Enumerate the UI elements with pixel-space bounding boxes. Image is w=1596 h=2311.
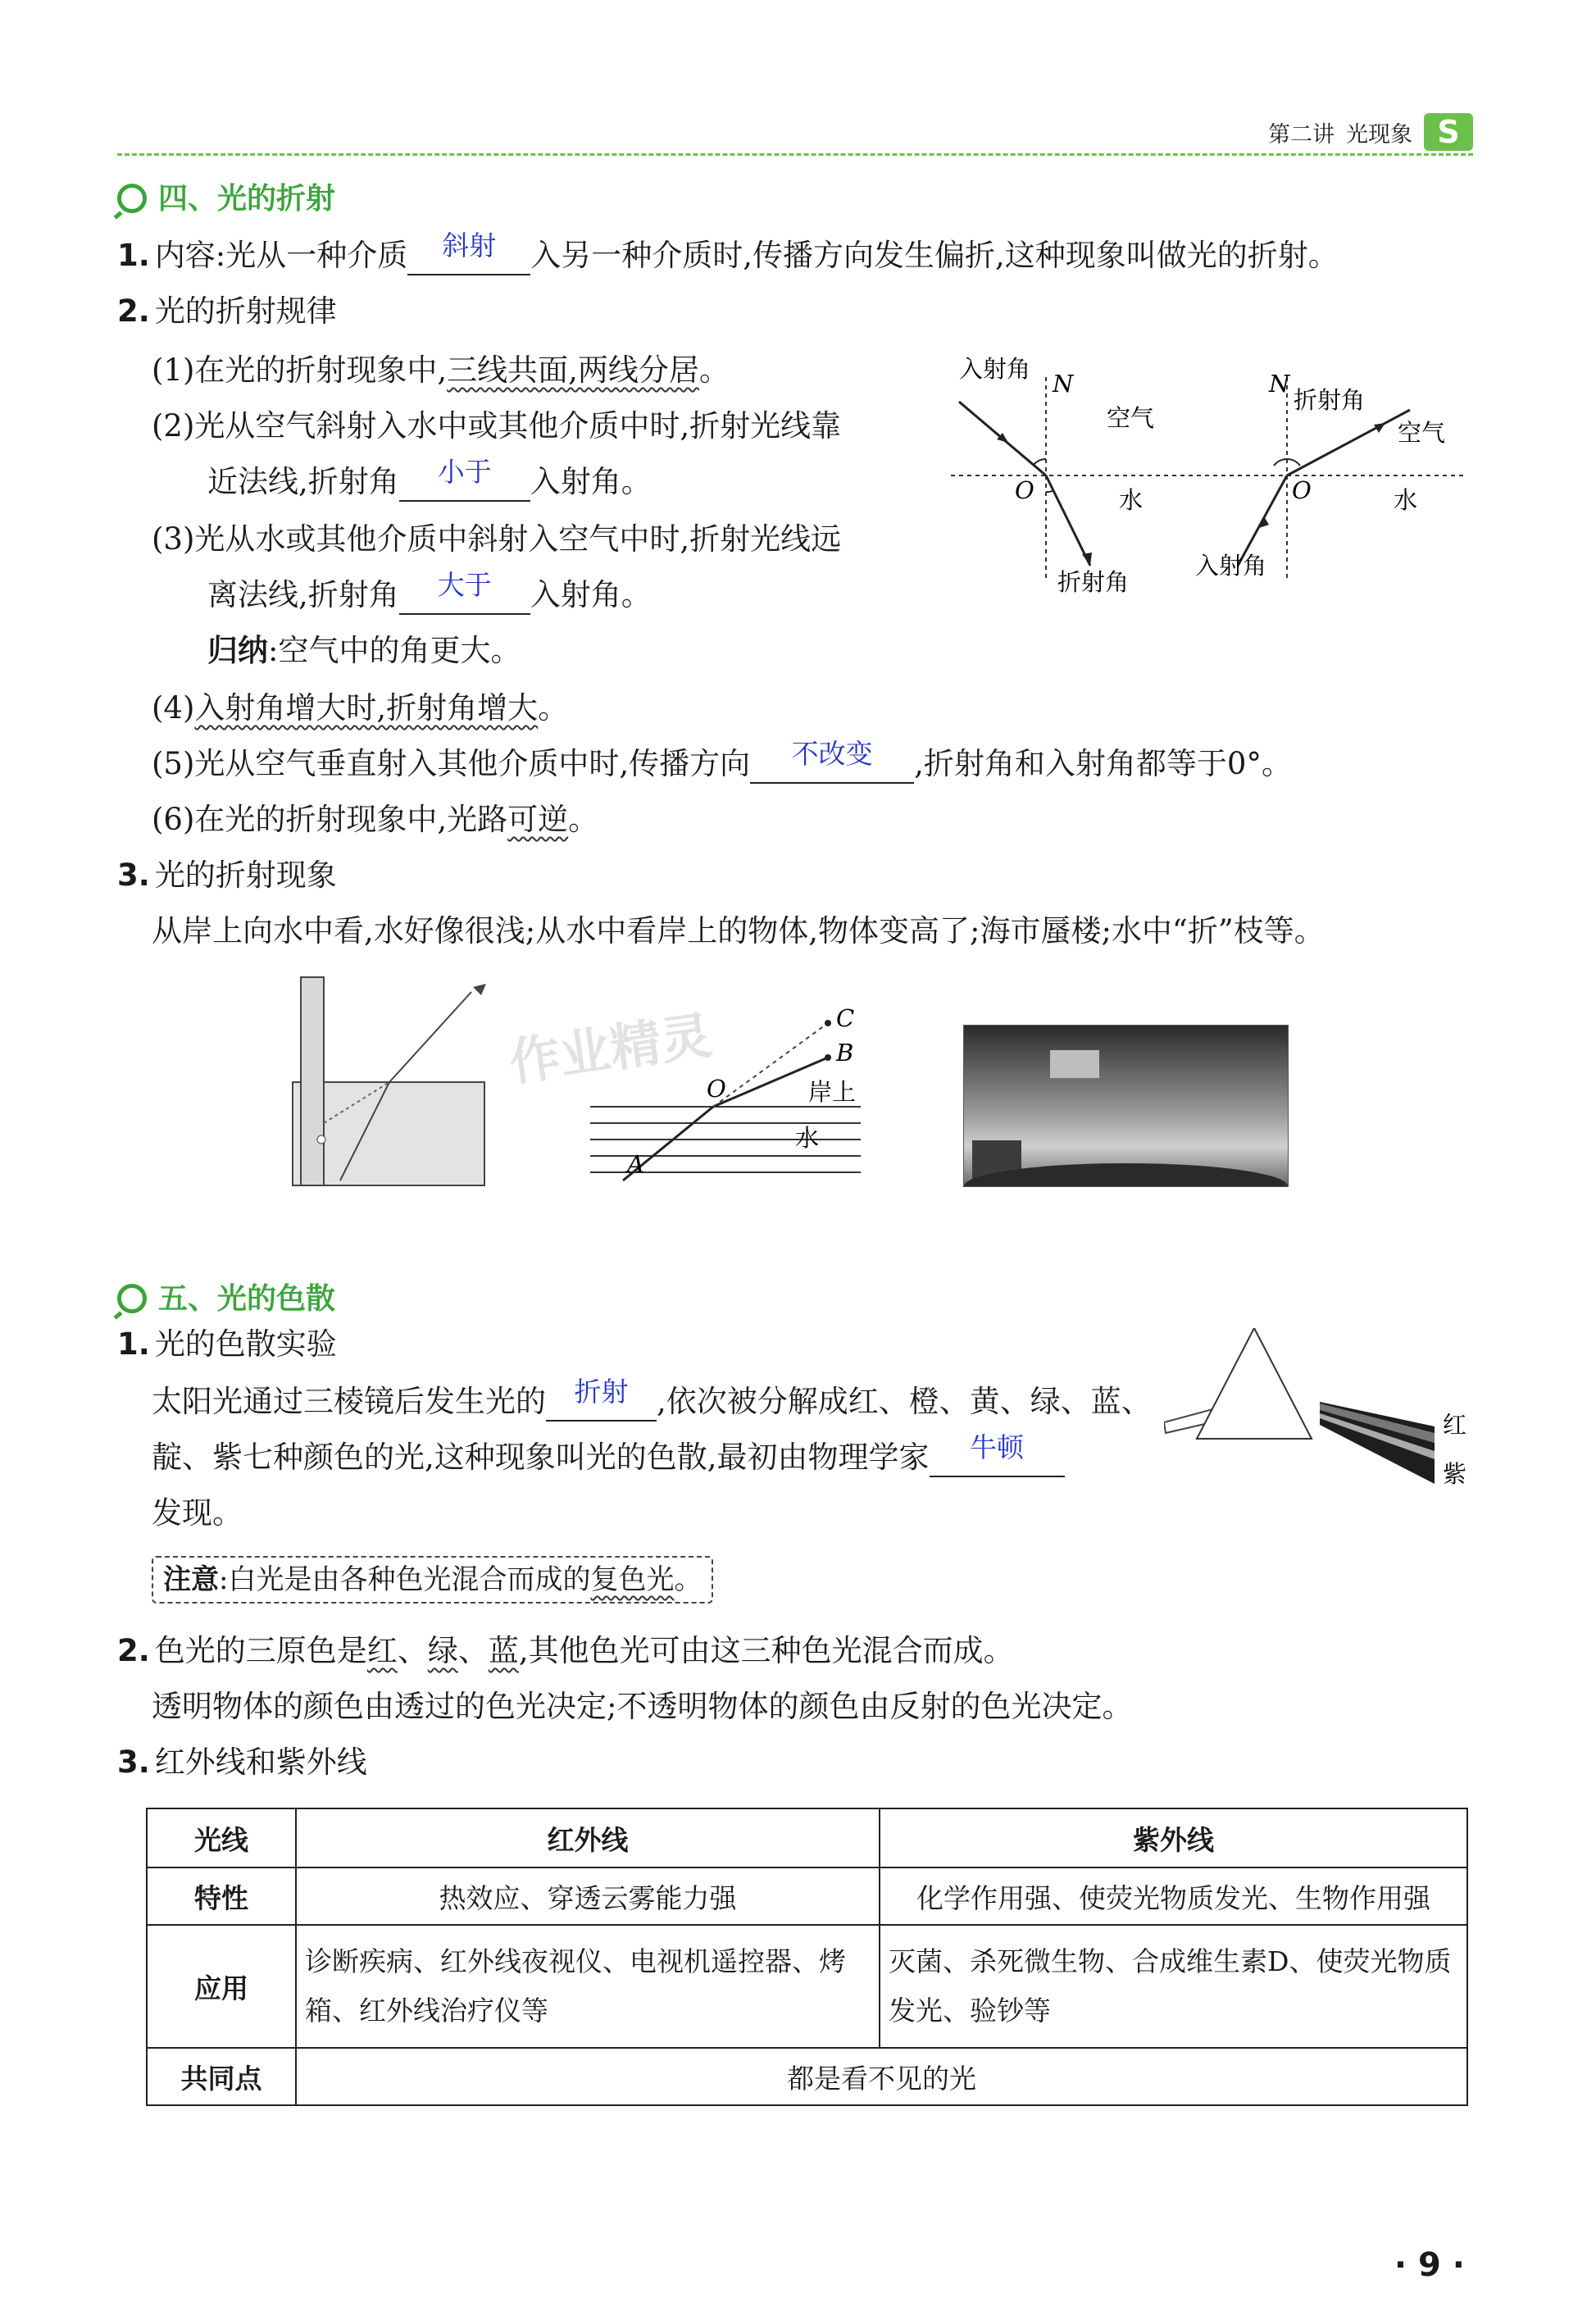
table-row (147, 2048, 1467, 2105)
topic-label: 光现象 (1346, 121, 1412, 148)
water-label: 水 (1119, 486, 1144, 514)
separator: 、 (397, 1633, 428, 1668)
answer-blank (750, 738, 914, 784)
refraction-phenomena-heading (117, 856, 337, 895)
law-6-emphasis: 可逆 (507, 802, 569, 837)
summary-label: 归纳 (207, 633, 268, 668)
lecture-label: 第二讲 (1268, 121, 1335, 148)
law-6-pre: (6)在光的折射现象中,光路 (152, 802, 508, 837)
heading-text: 红外线和紫外线 (154, 1745, 367, 1780)
line-1-pre: 太阳光通过三棱镜后发生光的 (152, 1384, 546, 1419)
law-4-post: 。 (538, 690, 569, 726)
header-cell: 紫外线 (880, 1808, 1467, 1867)
heading-text: 光的折射现象 (154, 858, 337, 893)
row-label: 共同点 (147, 2048, 296, 2105)
law-4-pre: (4) (152, 690, 195, 726)
note-emphasis: 复色光 (590, 1563, 675, 1596)
origin-label: O (1292, 476, 1312, 504)
incident-angle-label: 入射角 (959, 355, 1031, 383)
primary-post: ,其他色光可由这三种色光混合而成。 (518, 1633, 1014, 1668)
law-2a: (2)光从空气斜射入水中或其他介质中时,折射光线靠 (152, 408, 842, 444)
item-number: 2. (117, 293, 150, 329)
line-2-pre: 靛、紫七种颜色的光,这种现象叫光的色散,最初由物理学家 (152, 1440, 930, 1475)
mirage-photo (963, 1025, 1289, 1187)
law-5-pre: (5)光从空气垂直射入其他介质中时,传播方向 (152, 746, 751, 781)
item-number: 1. (117, 1326, 150, 1362)
arrow-icon (1082, 553, 1092, 566)
refraction-law-heading (117, 292, 337, 331)
label-a: A (627, 1150, 644, 1178)
table-cell: 灭菌、杀死微生物、合成维生素D、使荧光物质发光、验钞等 (880, 1925, 1467, 2048)
note-label: 注意 (163, 1563, 219, 1596)
answer-text: 牛顿 (970, 1431, 1025, 1463)
refracted-angle-label: 折射角 (1294, 386, 1366, 414)
answer-text: 不改变 (791, 738, 873, 770)
law-5-post: ,折射角和入射角都等于0°。 (914, 746, 1292, 781)
law-5 (152, 738, 1292, 784)
law-4 (152, 689, 568, 728)
normal-label: N (1053, 370, 1074, 398)
refraction-diagram-water-to-air (1189, 353, 1467, 598)
law-4-emphasis: 入射角增大时,折射角增大 (194, 690, 539, 726)
answer-text: 斜射 (442, 230, 497, 262)
law-2b-post: 入射角。 (530, 464, 652, 499)
refracted-ray (1287, 410, 1410, 475)
table-cell: 诊断疾病、红外线夜视仪、电视机遥控器、烤箱、红外线治疗仪等 (296, 1925, 880, 2048)
answer-blank (399, 456, 530, 502)
law-3b-post: 入射角。 (530, 577, 652, 612)
eye-icon (473, 984, 486, 995)
law-2b-pre: 近法线,折射角 (207, 464, 399, 499)
item-number: 3. (117, 1745, 150, 1780)
law-1-emphasis: 三线共面,两线分居 (447, 353, 699, 388)
line-1-post: ,依次被分解成红、橙、黄、绿、蓝、 (657, 1384, 1152, 1419)
summary (207, 631, 521, 671)
shore-label: 岸上 (808, 1078, 857, 1106)
primary-blue: 蓝 (488, 1633, 519, 1668)
table-header-row (147, 1808, 1467, 1867)
heading-text: 光的折射规律 (154, 293, 337, 329)
refraction-examples: 从岸上向水中看,水好像很浅;从水中看岸上的物体,物体变高了;海市蜃楼;水中“折”枝等。 (152, 913, 1325, 949)
prism (1197, 1328, 1312, 1439)
red-label: 红 (1443, 1411, 1467, 1439)
section-4-title (117, 175, 335, 217)
summary-text: :空气中的角更大。 (268, 633, 521, 668)
item-number: 2. (117, 1633, 150, 1668)
header-cell: 红外线 (296, 1808, 880, 1867)
law-1-pre: (1)在光的折射现象中, (152, 353, 448, 388)
stick-in-water-figure (291, 976, 488, 1189)
law-3a: (3)光从水或其他介质中斜射入空气中时,折射光线远 (152, 521, 842, 557)
note-box (152, 1556, 713, 1604)
violet-label: 紫 (1443, 1460, 1467, 1488)
label-o: O (707, 1075, 726, 1103)
mirage-city-image (1050, 1050, 1099, 1078)
law-6-post: 。 (568, 802, 599, 837)
note-post: 。 (674, 1563, 703, 1596)
separator: 、 (457, 1633, 489, 1668)
section-5-title (117, 1276, 335, 1317)
dispersion-line-2 (152, 1431, 1065, 1477)
ir-uv-heading (117, 1743, 367, 1782)
point-c (825, 1020, 831, 1026)
definition-pre: 内容:光从一种介质 (154, 238, 408, 273)
header-cell: 光线 (147, 1808, 296, 1867)
incident-angle-label: 入射角 (1195, 552, 1267, 580)
ruler (301, 977, 324, 1185)
dispersion-heading (117, 1325, 337, 1364)
definition-post: 入另一种介质时,传播方向发生偏折,这种现象叫做光的折射。 (530, 238, 1339, 273)
dispersion-line-1 (152, 1376, 1152, 1422)
answer-blank (930, 1431, 1065, 1477)
object-color-rule: 透明物体的颜色由透过的色光决定;不透明物体的颜色由反射的色光决定。 (152, 1689, 1133, 1724)
label-c: C (836, 1008, 855, 1032)
table-row (147, 1925, 1467, 2048)
refraction-definition (117, 230, 1339, 275)
law-3b-pre: 离法线,折射角 (207, 577, 399, 612)
item-number: 3. (117, 858, 150, 893)
law-1 (152, 351, 730, 390)
series-logo-icon: S (1424, 113, 1473, 151)
angle-arc (1046, 490, 1054, 492)
magnifier-icon (117, 1284, 147, 1313)
page-number: · 9 · (1394, 2246, 1465, 2284)
row-label: 应用 (147, 1925, 296, 2048)
light-ray (389, 992, 471, 1082)
prism-figure (1164, 1328, 1476, 1492)
section-4-title-text: 四、光的折射 (158, 182, 336, 216)
origin-label: O (1015, 476, 1034, 504)
point-b (825, 1054, 831, 1061)
ir-uv-table (146, 1808, 1468, 2106)
water-label: 水 (1394, 486, 1418, 514)
note-pre: :白光是由各种色光混合而成的 (219, 1563, 591, 1596)
air-label: 空气 (1107, 404, 1155, 432)
section-5-title-text: 五、光的色散 (158, 1282, 336, 1316)
watermark: 作业精灵 (505, 1005, 716, 1093)
water-label: 水 (795, 1124, 820, 1152)
law-3b (207, 569, 652, 615)
answer-blank (546, 1376, 657, 1422)
header-divider (117, 153, 1473, 156)
answer-text: 大于 (437, 569, 492, 601)
normal-label: N (1269, 370, 1290, 398)
table-cell: 热效应、穿透云雾能力强 (296, 1867, 880, 1925)
primary-green: 绿 (427, 1633, 458, 1668)
row-label: 特性 (147, 1867, 296, 1925)
item-number: 1. (117, 238, 150, 273)
magnifier-icon (117, 184, 147, 213)
primary-red: 红 (366, 1633, 398, 1668)
law-6 (152, 800, 598, 839)
answer-blank (399, 569, 530, 615)
table-row (147, 1867, 1467, 1925)
coin-icon (317, 1135, 325, 1144)
dispersion-line-3: 发现。 (152, 1495, 243, 1531)
primary-pre: 色光的三原色是 (154, 1633, 367, 1668)
table-cell: 化学作用强、使荧光物质发光、生物作用强 (880, 1867, 1467, 1925)
heading-text: 光的色散实验 (154, 1326, 337, 1362)
refraction-diagram-air-to-water (951, 353, 1197, 598)
air-label: 空气 (1398, 419, 1446, 447)
primary-colors (117, 1631, 1014, 1671)
answer-text: 折射 (574, 1376, 629, 1408)
label-b: B (836, 1039, 854, 1067)
refracted-ray (1046, 475, 1090, 566)
page-header (1268, 113, 1473, 151)
refracted-angle-label: 折射角 (1057, 568, 1130, 596)
answer-text: 小于 (437, 456, 492, 488)
law-1-post: 。 (698, 353, 730, 388)
law-2b (207, 456, 652, 502)
table-cell: 都是看不见的光 (296, 2048, 1467, 2105)
answer-blank (407, 230, 530, 275)
